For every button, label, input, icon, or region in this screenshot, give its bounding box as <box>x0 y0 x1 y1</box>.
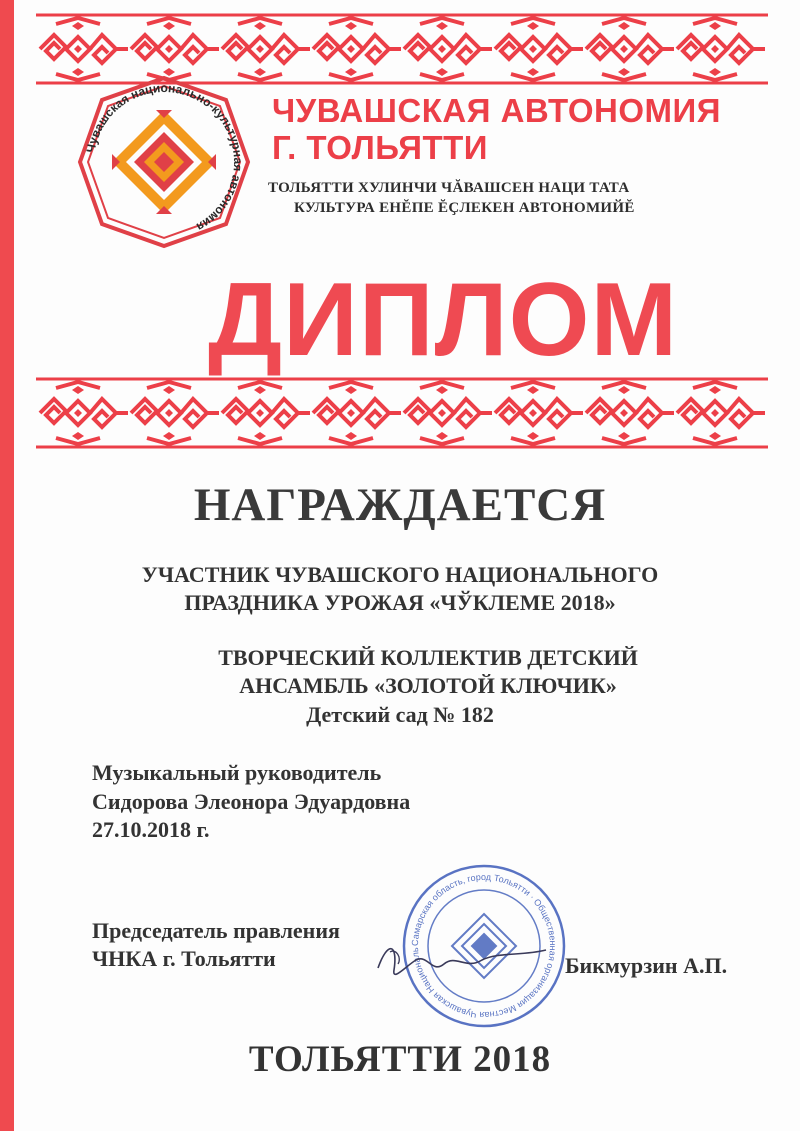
org-title-line1: ЧУВАШСКАЯ АВТОНОМИЯ <box>272 92 721 129</box>
org-chuvash-line2: КУЛЬТУРА ЕНĔПЕ ĔҪЛЕКЕН АВТОНОМИЙĔ <box>294 200 635 216</box>
svg-text:Чувашская национально-культурн: Чувашская национально-культурная автономия <box>83 80 246 235</box>
middle-ornament-band <box>36 376 768 450</box>
signer-name: Бикмурзин А.П. <box>565 953 728 978</box>
organization-logo <box>74 72 254 252</box>
recipient-line1: ТВОРЧЕСКИЙ КОЛЛЕКТИВ ДЕТСКИЙ <box>218 645 638 670</box>
recipient-line2: АНСАМБЛЬ «ЗОЛОТОЙ КЛЮЧИК» <box>239 673 617 698</box>
chuvash-ornament-middle <box>36 376 768 450</box>
role-text: Музыкальный руководитель <box>92 760 382 785</box>
participant-line2: ПРАЗДНИКА УРОЖАЯ «ЧЎКЛЕМЕ 2018» <box>184 590 616 615</box>
signature-scribble-icon <box>372 930 552 990</box>
participant-line1: УЧАСТНИК ЧУВАШСКОГО НАЦИОНАЛЬНОГО <box>141 562 659 587</box>
city-year-footer: ТОЛЬЯТТИ 2018 <box>248 1039 552 1080</box>
svg-text:Самарская область, город Толья: Самарская область, город Тольятти · Общественная организация Местная Чувашская Националь <box>409 871 559 1021</box>
award-date: 27.10.2018 г. <box>92 817 210 842</box>
signer-position-line2: ЧНКА г. Тольятти <box>92 946 276 971</box>
person-name: Сидорова Элеонора Эдуардовна <box>92 789 411 814</box>
signer-position-line1: Председатель правления <box>92 918 340 943</box>
org-chuvash-line1: ТОЛЬЯТТИ ХУЛИНЧИ ЧĂВАШСЕН НАЦИ ТАТА <box>268 180 630 196</box>
handwritten-signature <box>372 930 552 990</box>
diploma-title: ДИПЛОМ <box>208 262 679 378</box>
recipient-line3: Детский сад № 182 <box>306 702 494 727</box>
chuvash-emblem-icon <box>74 72 254 252</box>
org-title-line2: Г. ТОЛЬЯТТИ <box>272 129 488 166</box>
awarded-heading: НАГРАЖДАЕТСЯ <box>193 479 607 531</box>
